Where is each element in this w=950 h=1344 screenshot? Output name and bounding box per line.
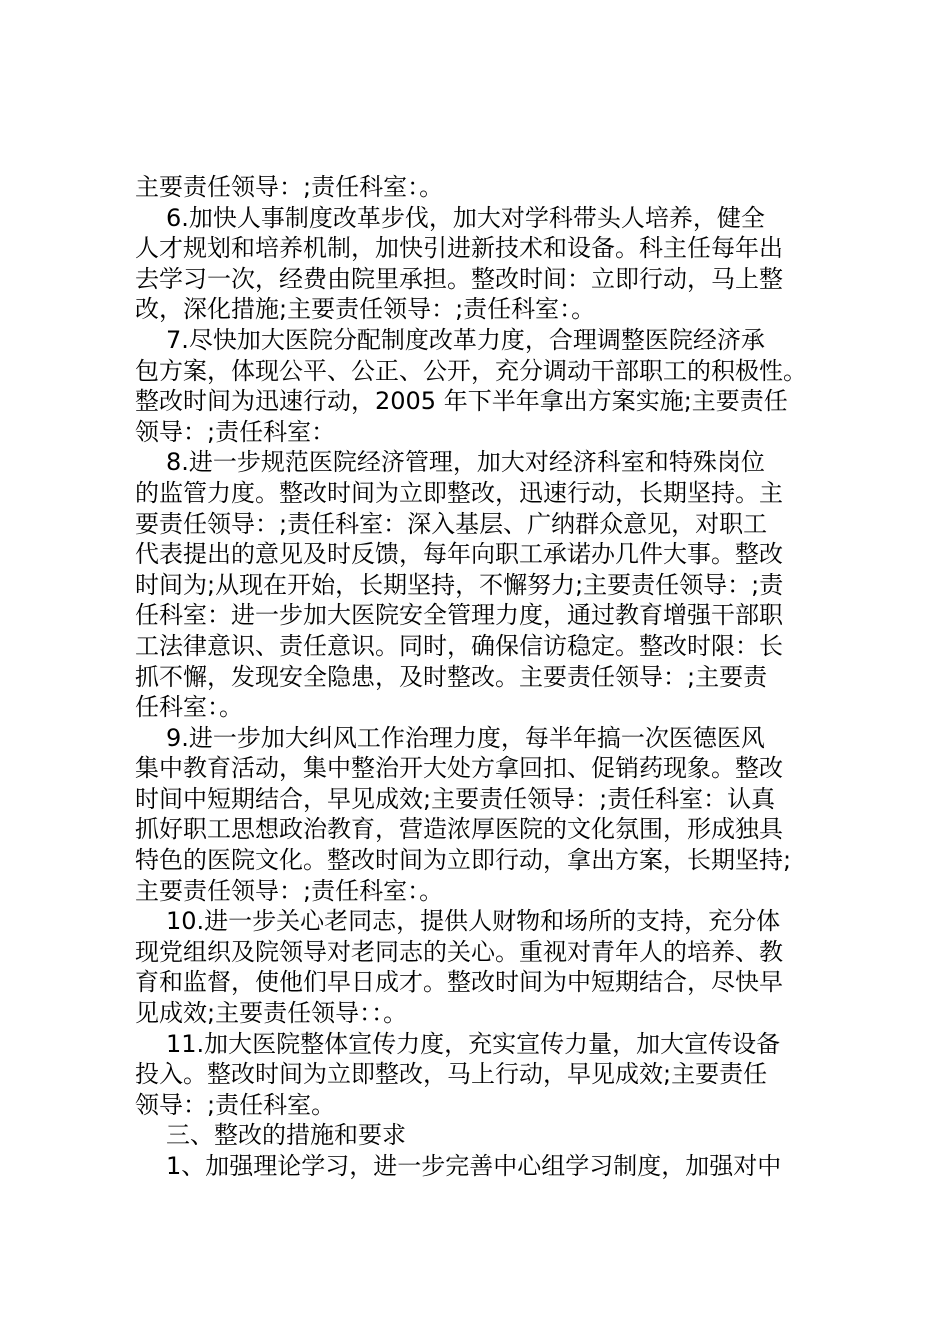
document-line: 包方案，体现公平、公正、公开，充分调动干部职工的积极性。 xyxy=(135,356,807,385)
document-line: 特色的医院文化。整改时间为立即行动，拿出方案，长期坚持; xyxy=(135,846,792,875)
document-line: 要责任领导：;责任科室：深入基层、广纳群众意见，对职工 xyxy=(135,509,768,538)
document-line: 见成效;主要责任领导：：。 xyxy=(135,999,408,1028)
document-line: 1、加强理论学习，进一步完善中心组学习制度，加强对中 xyxy=(166,1152,782,1180)
document-line: 任科室：进一步加大医院安全管理力度，通过教育增强干部职 xyxy=(135,601,783,630)
document-line: 集中教育活动，集中整治开大处方拿回扣、促销药现象。整改 xyxy=(135,754,783,783)
document-line: 抓好职工思想政治教育，营造浓厚医院的文化氛围，形成独具 xyxy=(135,815,783,844)
document-line: 主要责任领导：;责任科室：。 xyxy=(135,173,444,201)
document-line: 三、整改的措施和要求 xyxy=(166,1121,406,1150)
document-line: 投入。整改时间为立即整改，马上行动，早见成效;主要责任 xyxy=(135,1060,768,1089)
document-line: 现党组织及院领导对老同志的关心。重视对青年人的培养、教 xyxy=(135,937,783,966)
document-line: 育和监督，使他们早日成才。整改时间为中短期结合，尽快早 xyxy=(135,968,783,997)
document-line: 时间为;从现在开始，长期坚持，不懈努力;主要责任领导：;责 xyxy=(135,570,784,599)
document-line: 领导：;责任科室。 xyxy=(135,1090,336,1119)
document-line: 抓不懈，发现安全隐患，及时整改。主要责任领导：;主要责 xyxy=(135,662,768,691)
document-line: 8.进一步规范医院经济管理，加大对经济科室和特殊岗位 xyxy=(166,448,765,477)
document-line: 整改时间为迅速行动，2005 年下半年拿出方案实施;主要责任 xyxy=(135,387,788,416)
document-line: 领导：;责任科室： xyxy=(135,417,336,446)
document-body xyxy=(135,172,840,1182)
document-line: 改，深化措施;主要责任领导：;责任科室：。 xyxy=(135,295,596,324)
document-line: 的监管力度。整改时间为立即整改，迅速行动，长期坚持。主 xyxy=(135,478,783,507)
document-line: 时间中短期结合，早见成效;主要责任领导：;责任科室：认真 xyxy=(135,784,776,813)
document-line: 10.进一步关心老同志，提供人财物和场所的支持，充分体 xyxy=(166,907,781,936)
document-line: 任科室：。 xyxy=(135,693,243,722)
document-line: 工法律意识、责任意识。同时，确保信访稳定。整改时限：长 xyxy=(135,631,783,660)
document-line: 人才规划和培养机制，加快引进新技术和设备。科主任每年出 xyxy=(135,234,783,263)
document-line: 11.加大医院整体宣传力度，充实宣传力量，加大宣传设备 xyxy=(166,1029,781,1058)
document-line: 代表提出的意见及时反馈，每年向职工承诺办几件大事。整改 xyxy=(135,540,783,569)
document-line: 主要责任领导：;责任科室：。 xyxy=(135,876,444,905)
document-line: 6.加快人事制度改革步伐，加大对学科带头人培养，健全 xyxy=(166,203,765,232)
document-line: 7.尽快加大医院分配制度改革力度，合理调整医院经济承 xyxy=(166,325,765,354)
document-line: 去学习一次，经费由院里承担。整改时间：立即行动，马上整 xyxy=(135,264,783,293)
document-line: 9.进一步加大纠风工作治理力度，每半年搞一次医德医风 xyxy=(166,723,765,752)
